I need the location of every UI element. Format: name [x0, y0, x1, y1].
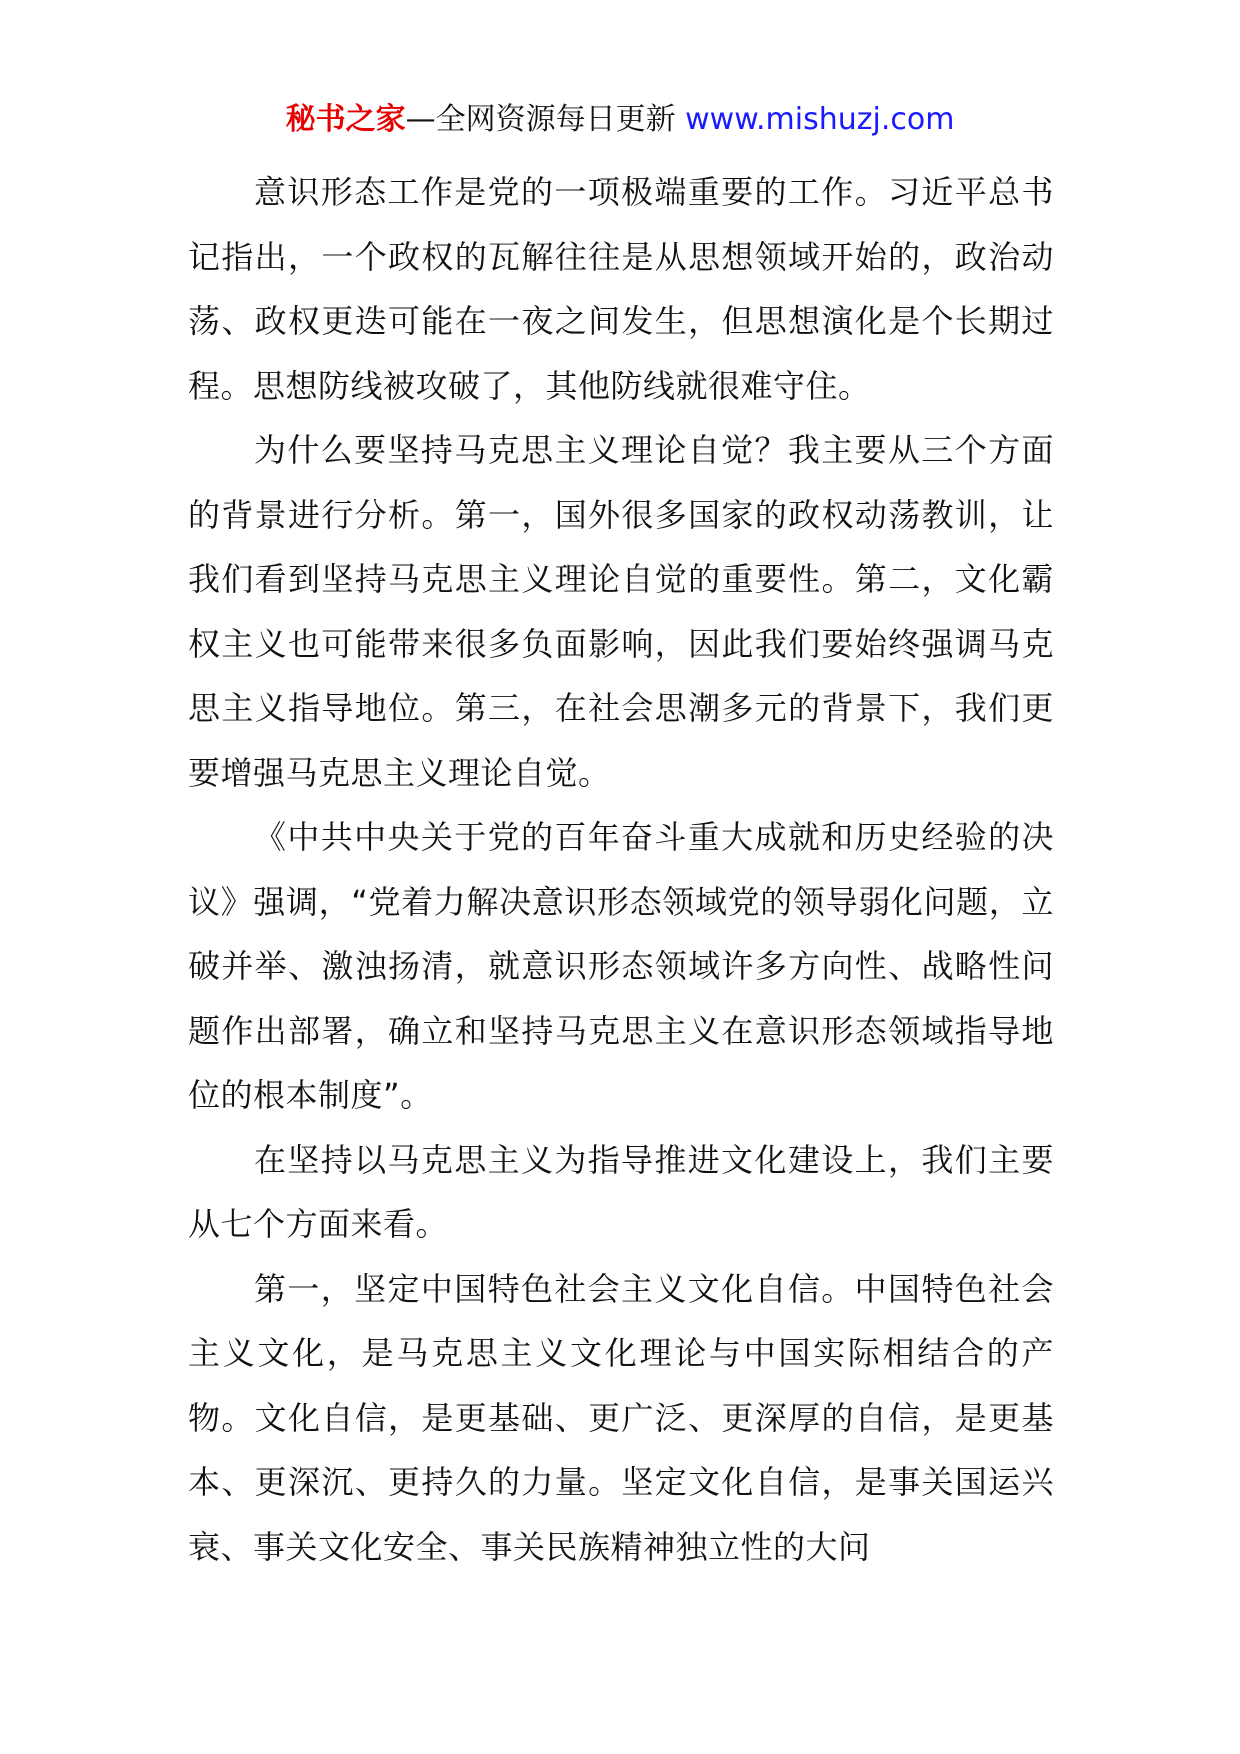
- header-tagline: —全网资源每日更新: [405, 102, 686, 137]
- paragraph: 为什么要坚持马克思主义理论自觉？我主要从三个方面的背景进行分析。第一，国外很多国家的政权动荡教训，让我们看到坚持马克思主义理论自觉的重要性。第二，文化霸权主义也可能带来很多负面影响，因此我们要始终强调马克思主义指导地位。第三，在社会思潮多元的背景下，我们更要增强马克思主义理论自觉。: [188, 431, 1054, 792]
- document-body: [188, 160, 1054, 1579]
- paragraph: 《中共中央关于党的百年奋斗重大成就和历史经验的决议》强调，“党着力解决意识形态领域党的领导弱化问题，立破并举、激浊扬清，就意识形态领域许多方向性、战略性问题作出部署，确立和坚持马克思主义在意识形态领域指导地位的根本制度”。: [188, 818, 1054, 1114]
- paragraph: 在坚持以马克思主义为指导推进文化建设上，我们主要从七个方面来看。: [188, 1140, 1054, 1243]
- paragraph: 第一，坚定中国特色社会主义文化自信。中国特色社会主义文化，是马克思主义文化理论与中国实际相结合的产物。文化自信，是更基础、更广泛、更深厚的自信，是更基本、更深沉、更持久的力量。坚定文化自信，是事关国运兴衰、事关文化安全、事关民族精神独立性的大问: [188, 1269, 1054, 1566]
- page-header: [0, 100, 1240, 140]
- header-brand: 秘书之家: [285, 102, 406, 137]
- paragraph: 意识形态工作是党的一项极端重要的工作。习近平总书记指出，一个政权的瓦解往往是从思想领域开始的，政治动荡、政权更迭可能在一夜之间发生，但思想演化是个长期过程。思想防线被攻破了，其他防线就很难守住。: [188, 173, 1054, 405]
- header-url-link[interactable]: www.mishuzj.com: [685, 102, 955, 137]
